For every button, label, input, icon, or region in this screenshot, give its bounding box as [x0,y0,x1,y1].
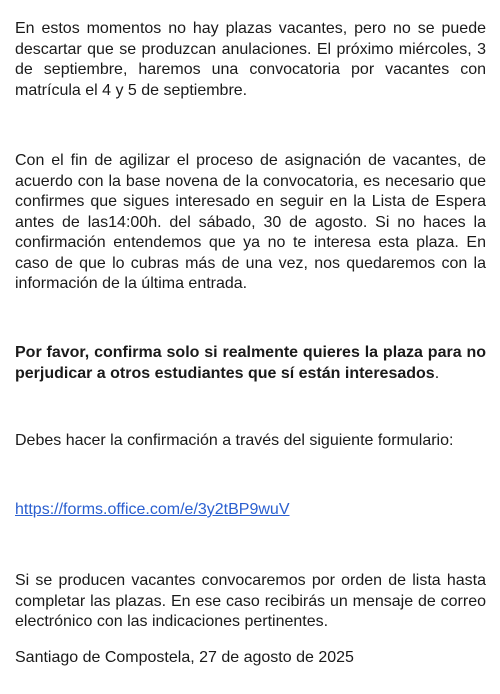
paragraph-form-instructions: Debes hacer la confirmación a través del siguiente formulario: [15,432,454,449]
form-link[interactable]: https://forms.office.com/e/3y2tBP9wuV [15,501,290,518]
paragraph-confirmation-request: Con el fin de agilizar el proceso de asignación de vacantes, de acuerdo con la base novena de la convocatoria, es necesario que confirmes que sigues interesado en seguir en la Lista de Espera antes de las14:00h. del sábado, 30 de agosto. Si no haces la confirmación entendemos que ya no te interesa esta plaza. En caso de que lo cubras más de una vez, nos quedaremos con la información de la última entrada. [15,152,486,292]
signature-line: Santiago de Compostela, 27 de agosto de 2025 [15,649,354,666]
paragraph-vacancy-notice: Si se producen vacantes convocaremos por orden de lista hasta completar las plazas. En ese caso recibirás un mensaje de correo electrónico con las indicaciones pertinentes. [15,572,486,630]
bold-notice-period: . [434,364,440,382]
bold-notice-text: Por favor, confirma solo si realmente quieres la plaza para no perjudicar a otros estudiantes que sí están interesados [15,344,486,382]
paragraph-no-vacancies: En estos momentos no hay plazas vacantes, pero no se puede descartar que se produzcan anulaciones. El próximo miércoles, 3 de septiembre, haremos una convocatoria por vacantes con matrícula el 4 y 5 de septiembre. [15,20,486,99]
paragraph-form-link [15,500,486,521]
paragraph-bold-notice [15,343,486,384]
